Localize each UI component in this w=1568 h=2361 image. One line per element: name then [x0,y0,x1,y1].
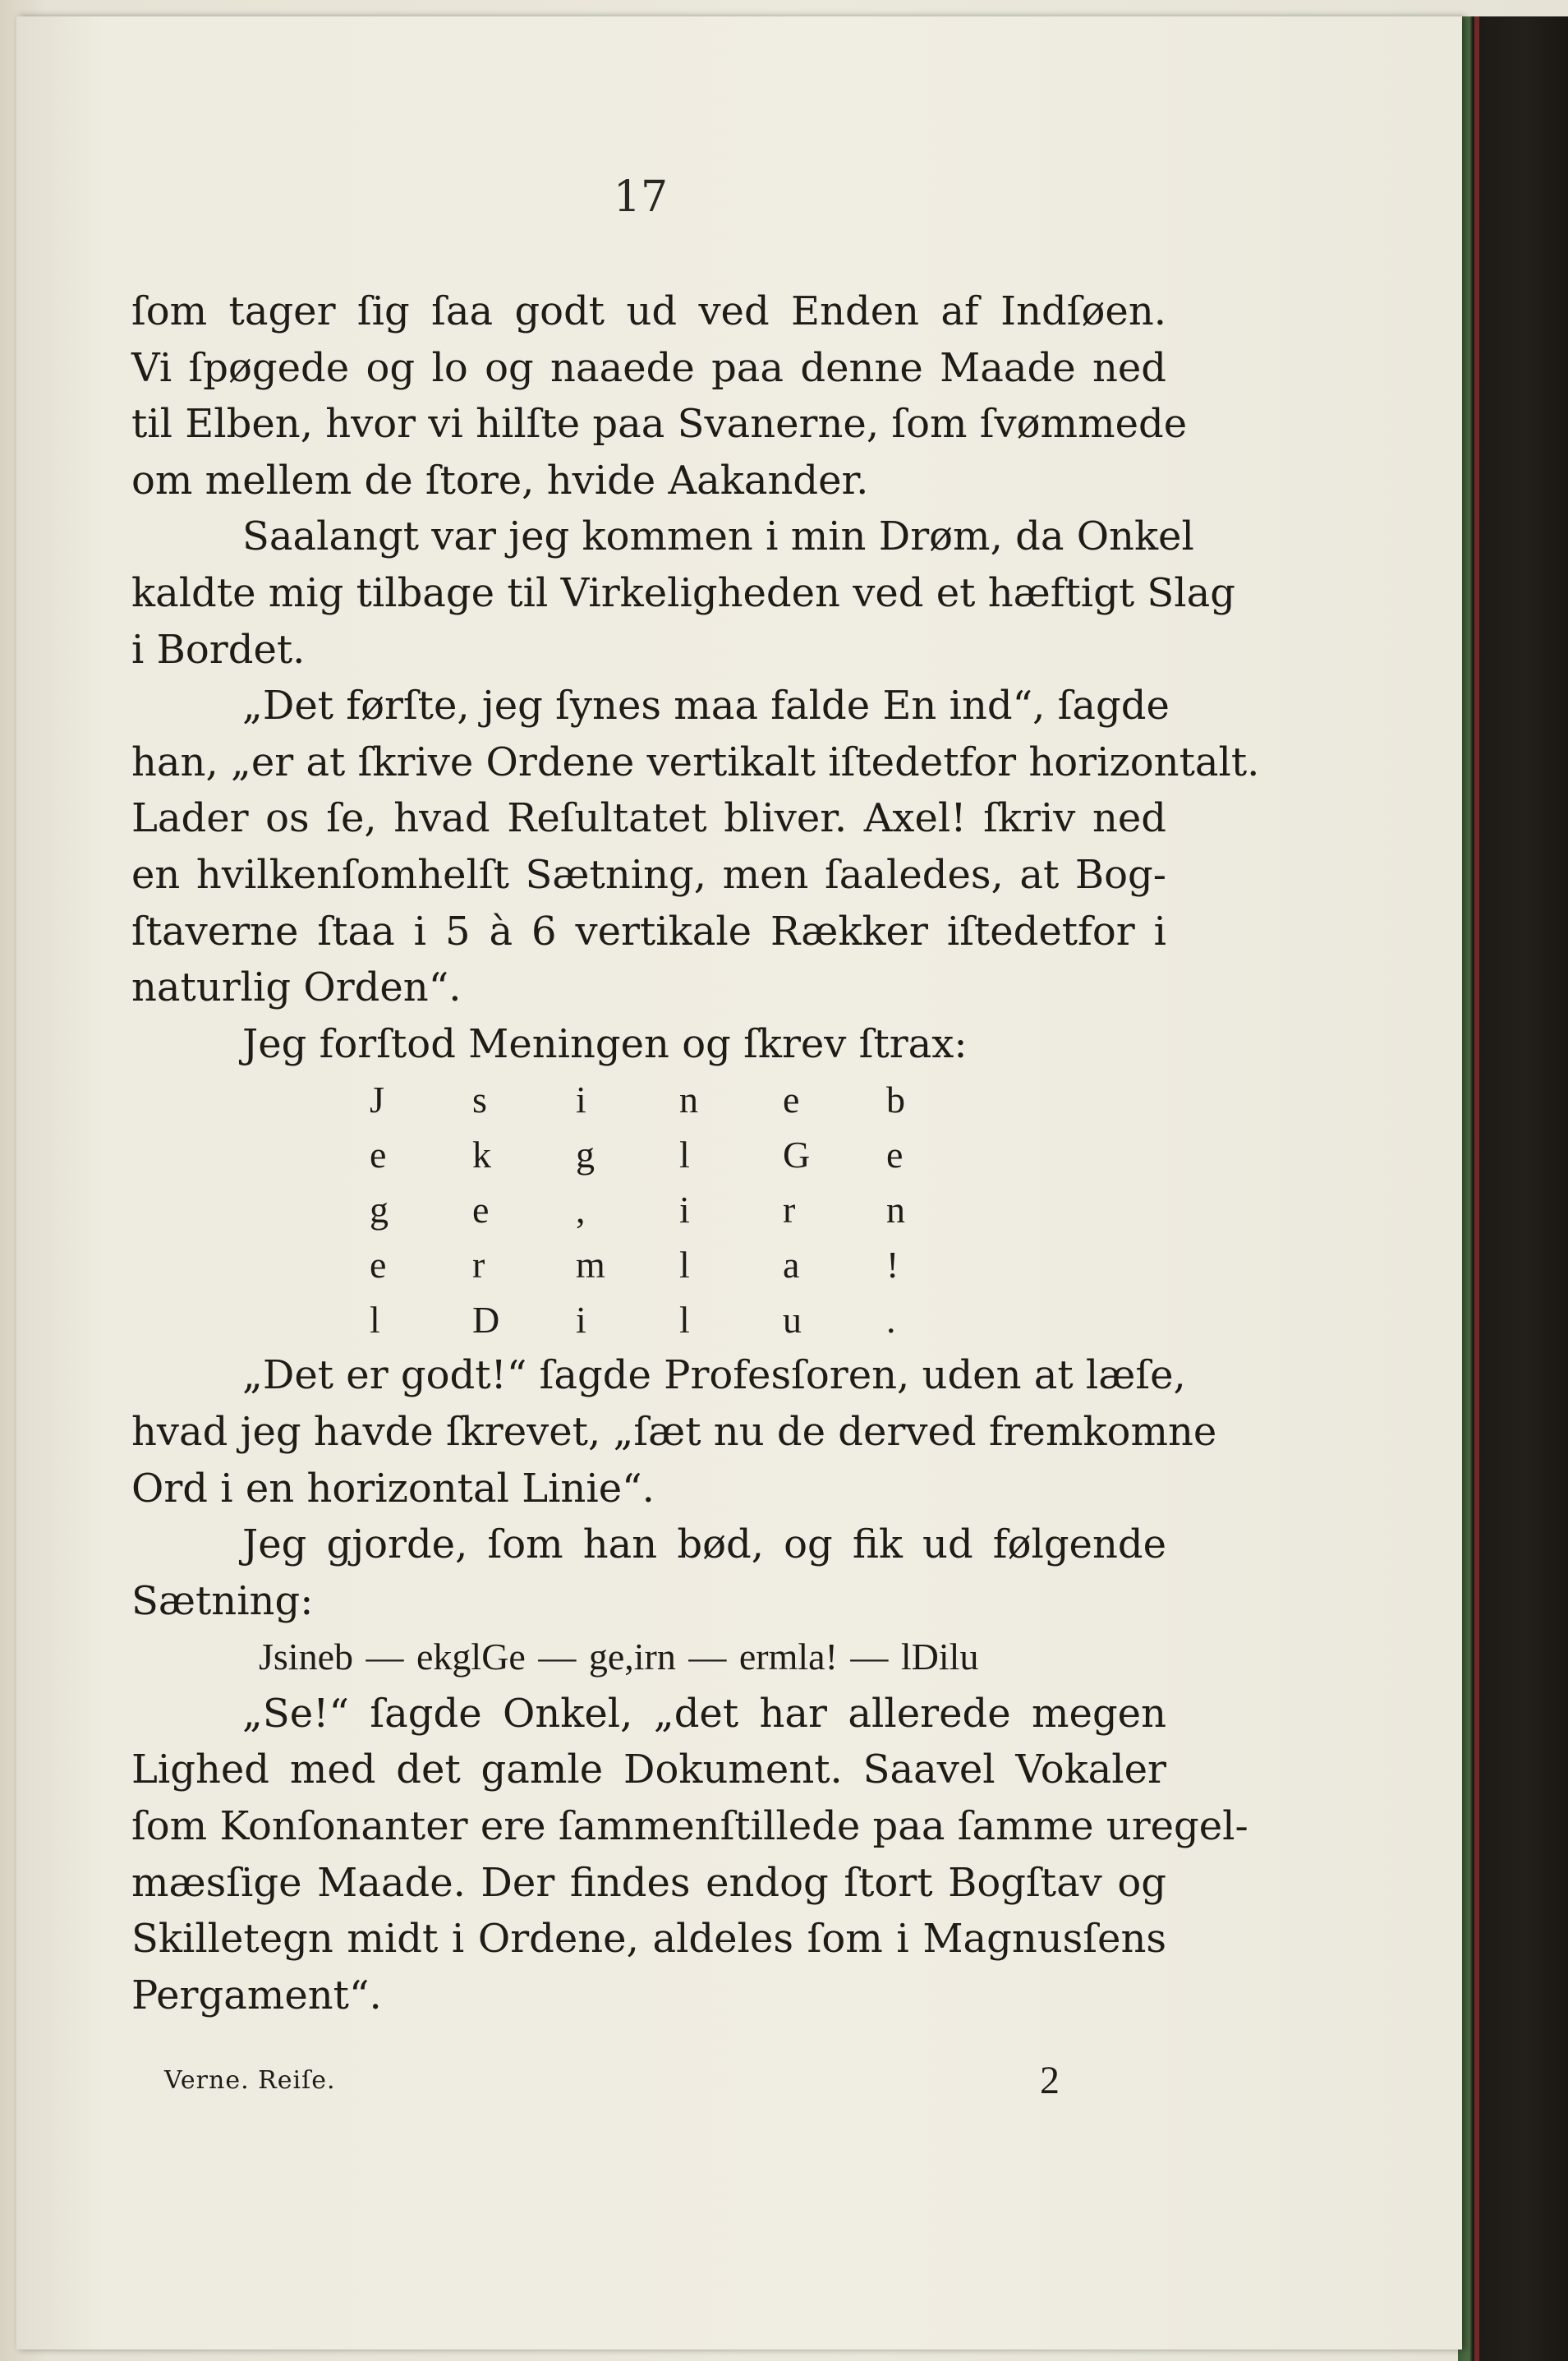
cipher-row [131,1292,1166,1347]
plain-sentence: Jsineb — ekglGe — ge,irn — ermla! — lDilu [259,1636,979,1678]
cipher-letter: . [886,1299,896,1342]
cipher-row [131,1072,1166,1127]
cipher-row [131,1237,1166,1292]
text-line: en hvilkenſomhelſt Sætning, men ſaaledes, at Bog- [131,851,1166,898]
cipher-letter: ! [886,1244,899,1286]
text-line: mæsſige Maade. Der findes endog ſtort Bogſtav og [131,1859,1166,1906]
body-text [131,283,1260,2023]
cipher-letter: l [679,1134,690,1176]
cipher-letter: b [886,1079,905,1121]
cipher-letter: s [472,1079,487,1121]
cipher-letter: e [370,1244,387,1286]
text-line: Jeg forſtod Meningen og ſkrev ſtrax: [242,1020,968,1067]
cover-binding-strip [1474,16,1479,2361]
book-page [16,16,1462,2349]
text-line: ſom Konſonanter ere ſammenſtillede paa ſamme uregel- [131,1803,1248,1850]
cipher-letter: g [576,1134,595,1176]
text-line: kaldte mig tilbage til Virkeligheden ved et hæftigt Slag [131,569,1235,616]
cipher-letter: e [886,1134,904,1176]
text-line: til Elben, hvor vi hilſte paa Svanerne, ſom ſvømmede [131,401,1188,448]
cipher-row [131,1182,1166,1237]
cipher-grid [131,1072,1166,1347]
page-number: 17 [613,173,669,222]
text-line: „Se!“ ſagde Onkel, „det har allerede megen [242,1690,1166,1737]
text-line: Skilletegn midt i Ordene, aldeles ſom i Magnusſens [131,1916,1166,1963]
cipher-letter: D [472,1299,500,1342]
text-line: Jeg gjorde, ſom han bød, og fik ud følgende [242,1521,1166,1568]
text-line: Lader os ſe, hvad Reſultatet bliver. Axel! ſkriv ned [131,795,1166,842]
text-line: han, „er at ſkrive Ordene vertikalt iſtedetfor horizontalt. [131,739,1260,785]
cipher-letter: m [576,1244,605,1286]
cipher-letter: g [370,1189,389,1231]
text-line: Saalangt var jeg kommen i min Drøm, da Onkel [242,513,1194,560]
cipher-letter: e [472,1189,490,1231]
cipher-letter: e [783,1079,800,1121]
text-line: Ord i en horizontal Linie“. [131,1465,655,1512]
text-line: Sætning: [131,1577,314,1624]
text-line: Pergament“. [131,1972,382,2018]
cipher-letter: e [370,1134,387,1176]
cipher-letter: r [472,1244,485,1286]
text-line: om mellem de ſtore, hvide Aakander. [131,457,869,504]
cipher-letter: , [576,1189,586,1231]
cipher-letter: k [472,1134,491,1176]
cipher-letter: n [886,1189,905,1231]
cipher-letter: a [783,1244,800,1286]
cipher-letter: i [679,1189,690,1231]
text-line: hvad jeg havde ſkrevet, „ſæt nu de derved fremkomne [131,1408,1217,1455]
cipher-letter: i [576,1079,586,1121]
text-line: ſom tager ſig ſaa godt ud ved Enden af Indſøen. [131,288,1166,334]
cipher-letter: J [370,1079,384,1121]
cipher-letter: i [576,1299,586,1342]
text-line: naturlig Orden“. [131,964,462,1011]
cipher-letter: l [370,1299,380,1342]
cipher-letter: G [783,1134,811,1176]
text-line: ſtaverne ſtaa i 5 à 6 vertikale Rækker iſtedetfor i [131,908,1166,955]
text-line: Vi ſpøgede og lo og naaede paa denne Maade ned [131,344,1166,391]
cipher-row [131,1127,1166,1182]
page-footer [164,2058,1060,2115]
cipher-letter: l [679,1299,690,1342]
text-line: „Det er godt!“ ſagde Profesſoren, uden at læſe, [242,1352,1186,1399]
cipher-letter: n [679,1079,698,1121]
cipher-letter: l [679,1244,690,1286]
footer-title: Verne. Reiſe. [164,2066,336,2095]
cipher-letter: u [783,1299,802,1342]
signature-mark: 2 [1040,2059,1060,2102]
cipher-letter: r [783,1189,796,1231]
text-line: i Bordet. [131,626,306,673]
text-line: „Det førſte, jeg ſynes maa falde En ind“, ſagde [242,683,1170,729]
text-line: Lighed med det gamle Dokument. Saavel Vokaler [131,1747,1166,1793]
